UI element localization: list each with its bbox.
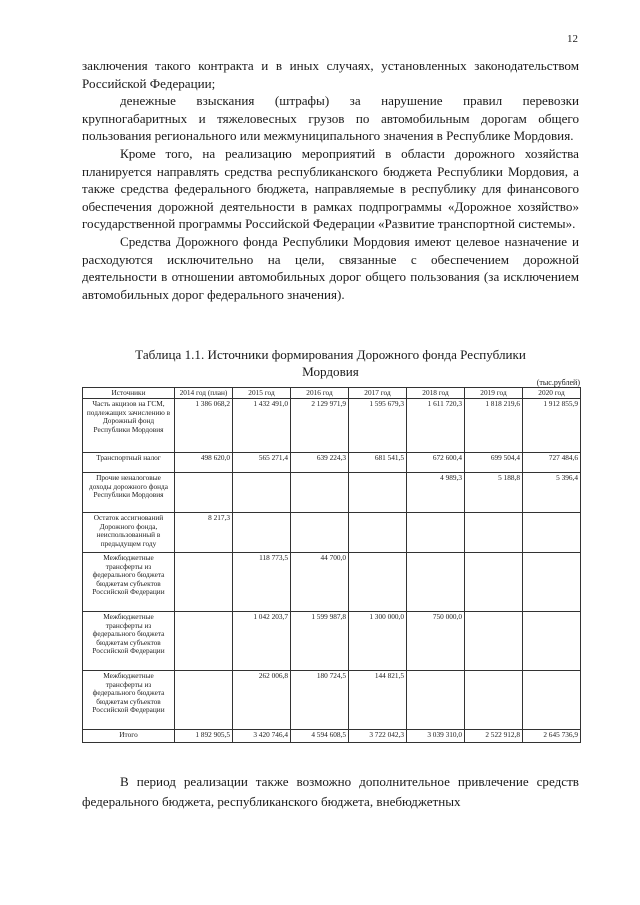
table-cell	[407, 671, 465, 730]
column-header: 2014 год (план)	[175, 388, 233, 399]
source-name: Транспортный налог	[83, 453, 175, 473]
table-cell: 8 217,3	[175, 513, 233, 553]
table-cell	[465, 513, 523, 553]
table-cell: 681 541,5	[349, 453, 407, 473]
table-caption	[82, 346, 579, 380]
table-cell: 118 773,5	[233, 553, 291, 612]
table-cell	[291, 513, 349, 553]
source-name: Прочие неналоговые доходы дорожного фонда Республики Мордовия	[83, 473, 175, 513]
paragraph: денежные взыскания (штрафы) за нарушение правил перевозки крупногабаритных и тяжеловесных грузов по автомобильным дорогам общего пользования регионального или межмуниципального значения в Республике Мордовия.	[82, 93, 579, 144]
source-name: Межбюджетные трансферты из федерального бюджета бюджетам субъектов Российской Федерации	[83, 553, 175, 612]
source-name: Межбюджетные трансферты из федерального бюджета бюджетам субъектов Российской Федерации	[83, 671, 175, 730]
table-cell	[175, 612, 233, 671]
table-cell	[175, 671, 233, 730]
table-cell: 3 039 310,0	[407, 730, 465, 743]
table-cell: 699 504,4	[465, 453, 523, 473]
paragraph: заключения такого контракта и в иных случаях, установленных законодательством Российской Федерации;	[82, 58, 579, 91]
column-header: 2017 год	[349, 388, 407, 399]
table-cell	[465, 612, 523, 671]
table-cell	[175, 553, 233, 612]
table-cell: 672 600,4	[407, 453, 465, 473]
table-cell	[233, 473, 291, 513]
paragraph: Средства Дорожного фонда Республики Мордовия имеют целевое назначение и расходуются исключительно на цели, связанные с обеспечением дорожной деятельности в отношении автомобильных дорог общего пользования (за исключением автомобильных дорог федерального значения).	[82, 233, 579, 302]
source-name: Межбюджетные трансферты из федерального бюджета бюджетам субъектов Российской Федерации	[83, 612, 175, 671]
table-cell: 750 000,0	[407, 612, 465, 671]
table-header-row	[83, 388, 581, 399]
table-cell: 144 821,5	[349, 671, 407, 730]
table-cell: 4 594 608,5	[291, 730, 349, 743]
table-cell	[465, 671, 523, 730]
table-total-row	[83, 730, 581, 743]
table-cell: 1 042 203,7	[233, 612, 291, 671]
table-row	[83, 553, 581, 612]
table-cell	[523, 671, 581, 730]
source-name: Часть акцизов на ГСМ, подлежащих зачислению в Дорожный фонд Республики Мордовия	[83, 399, 175, 453]
table-cell: 1 595 679,3	[349, 399, 407, 453]
table-row	[83, 612, 581, 671]
footer-text	[82, 772, 579, 812]
table-row	[83, 399, 581, 453]
table-cell	[349, 513, 407, 553]
table-cell: 44 700,0	[291, 553, 349, 612]
table-cell: 639 224,3	[291, 453, 349, 473]
table-cell: 4 989,3	[407, 473, 465, 513]
source-name: Остаток ассигнований Дорожного фонда, неиспользованный в предыдущем году	[83, 513, 175, 553]
table-cell: 262 006,8	[233, 671, 291, 730]
table-cell: 1 611 720,3	[407, 399, 465, 453]
table-row	[83, 671, 581, 730]
table-cell: 1 432 491,0	[233, 399, 291, 453]
table-units: (тыс.рублей)	[536, 378, 580, 387]
column-header: 2015 год	[233, 388, 291, 399]
column-header: 2016 год	[291, 388, 349, 399]
source-name: Итого	[83, 730, 175, 743]
table-row	[83, 453, 581, 473]
column-header: 2019 год	[465, 388, 523, 399]
table-cell: 180 724,5	[291, 671, 349, 730]
column-header: 2018 год	[407, 388, 465, 399]
table-caption-line: Мордовия	[302, 364, 359, 379]
table-cell: 2 129 971,9	[291, 399, 349, 453]
table-cell: 5 396,4	[523, 473, 581, 513]
table-cell	[349, 553, 407, 612]
sources-table	[82, 387, 581, 743]
table-cell: 498 620,0	[175, 453, 233, 473]
paragraph: Кроме того, на реализацию мероприятий в области дорожного хозяйства планируется направлять средства республиканского бюджета Республики Мордовия, а также средства федерального бюджета, направляемые в республику для финансового обеспечения дорожной деятельности в рамках подпрограммы «Дорожное хозяйство» государственной программы Российской Федерации «Развитие транспортной системы».	[82, 145, 579, 232]
table-cell: 3 722 042,3	[349, 730, 407, 743]
table-cell	[523, 553, 581, 612]
table-caption-line: Таблица 1.1. Источники формирования Дорожного фонда Республики	[135, 347, 526, 362]
table-cell: 1 892 905,5	[175, 730, 233, 743]
table-cell	[523, 513, 581, 553]
table-cell: 565 271,4	[233, 453, 291, 473]
table-cell	[291, 473, 349, 513]
body-text	[82, 57, 579, 303]
table-cell: 1 386 068,2	[175, 399, 233, 453]
table-cell	[523, 612, 581, 671]
table-cell: 2 645 736,9	[523, 730, 581, 743]
table-cell: 5 188,8	[465, 473, 523, 513]
table-cell: 1 300 000,0	[349, 612, 407, 671]
table-cell: 1 912 855,9	[523, 399, 581, 453]
column-header: Источники	[83, 388, 175, 399]
table-cell	[465, 553, 523, 612]
paragraph: В период реализации также возможно дополнительное привлечение средств федерального бюджета, республиканского бюджета, внебюджетных	[82, 774, 579, 809]
page-number: 12	[567, 33, 578, 45]
table-row	[83, 513, 581, 553]
column-header: 2020 год	[523, 388, 581, 399]
table-cell	[349, 473, 407, 513]
table-row	[83, 473, 581, 513]
table-cell	[233, 513, 291, 553]
table-cell	[407, 553, 465, 612]
table-cell	[175, 473, 233, 513]
table-cell: 1 818 219,6	[465, 399, 523, 453]
table-cell	[407, 513, 465, 553]
table-cell: 2 522 912,8	[465, 730, 523, 743]
table-cell: 3 420 746,4	[233, 730, 291, 743]
table-cell: 727 484,6	[523, 453, 581, 473]
table-cell: 1 599 987,8	[291, 612, 349, 671]
